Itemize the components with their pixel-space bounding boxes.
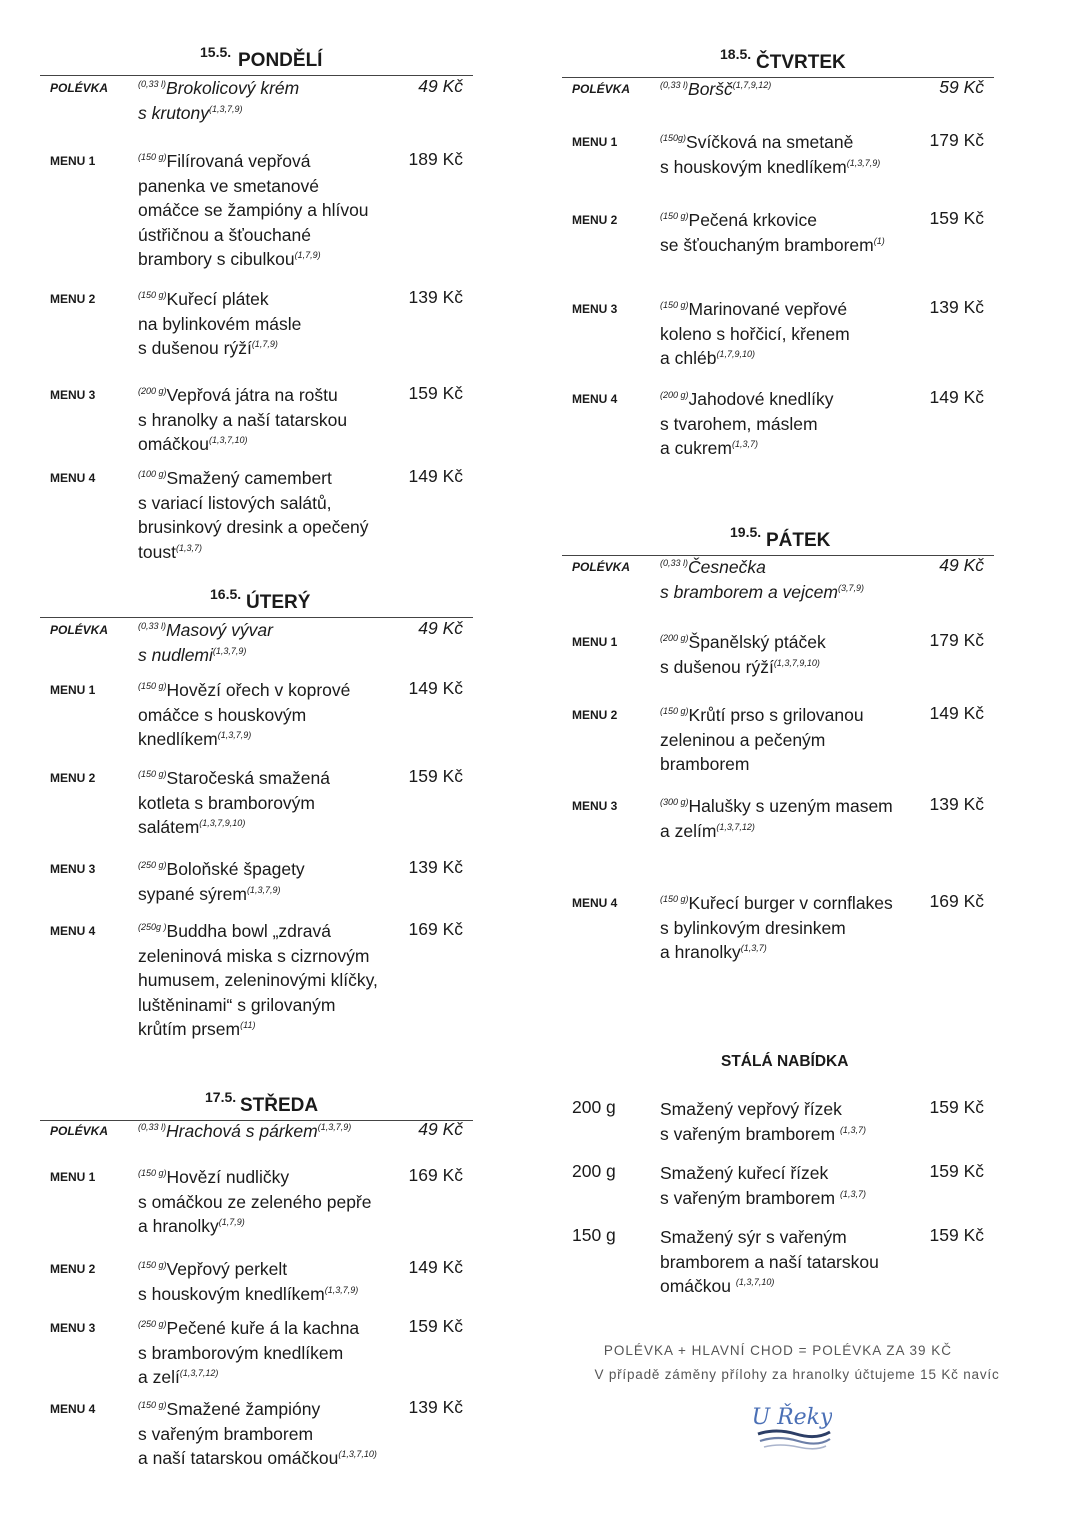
menu-label: MENU 3	[572, 302, 618, 316]
dish-text-line: omáčkou	[660, 1276, 732, 1296]
dish-weight: (150 g)	[138, 1168, 167, 1178]
day-section	[562, 40, 994, 458]
dish-text-line: Hovězí ořech v koprové	[166, 680, 351, 700]
day-heading	[562, 518, 994, 556]
menu-label: MENU 1	[50, 154, 96, 168]
menu-label: MENU 4	[50, 1402, 96, 1416]
dish-weight: (0,33 l)	[138, 79, 167, 89]
dish-text-line: brusinkový dresink a opečený	[138, 517, 369, 537]
menu-label: MENU 3	[572, 799, 618, 813]
allergen-codes: (1,7,9,12)	[732, 80, 772, 90]
dish-weight: (150 g)	[660, 300, 689, 310]
dish-text-line: s bylinkovým dresinkem	[660, 917, 846, 938]
dish-text-line: Smažené žampióny	[166, 1399, 321, 1419]
allergen-codes: (11)	[240, 1020, 256, 1030]
menu-label: MENU 1	[572, 135, 618, 149]
menu-label: MENU 4	[572, 896, 618, 910]
dish-text-line: ústřičnou a šťouchané	[138, 224, 311, 245]
menu-label: POLÉVKA	[50, 1124, 109, 1138]
price: 149 Kč	[929, 387, 984, 407]
menu-label: MENU 2	[50, 1262, 96, 1276]
soup-offer-note: POLÉVKA + HLAVNÍ CHOD = POLÉVKA ZA 39 KČ	[603, 1343, 953, 1358]
menu-label: MENU 3	[50, 862, 96, 876]
allergen-codes: (1,3,7,9,10)	[199, 818, 246, 828]
menu-label: MENU 2	[572, 213, 618, 227]
dish-description	[138, 383, 400, 457]
dish-description	[138, 678, 400, 752]
dish-description	[660, 208, 922, 257]
price: 159 Kč	[929, 1225, 984, 1245]
dish-text-line: s houskovým knedlíkem	[660, 156, 847, 177]
dish-text-line: panenka ve smetanové	[138, 175, 319, 196]
menu-label: MENU 2	[50, 292, 96, 306]
dish-text-line: Svíčková na smetaně	[686, 132, 854, 152]
dish-weight: (100 g)	[138, 469, 167, 479]
price: 149 Kč	[408, 678, 463, 698]
price: 149 Kč	[929, 703, 984, 723]
dish-description	[660, 297, 922, 371]
menu-label: MENU 4	[50, 924, 96, 938]
allergen-codes: (1,3,7)	[839, 1188, 866, 1199]
day-date: 18.5.	[720, 46, 752, 62]
day-section	[40, 1083, 473, 1468]
dish-description	[660, 630, 922, 679]
dish-description	[138, 1257, 400, 1306]
dish-text-line: Pečené kuře á la kachna	[166, 1318, 360, 1338]
day-name: ČTVRTEK	[756, 52, 846, 73]
dish-description	[138, 618, 400, 667]
dish-text-line: s vařeným bramborem	[660, 1123, 836, 1144]
allergen-codes: (1,3,7)	[731, 439, 758, 449]
dish-text-line: s hranolky a naší tatarskou	[138, 409, 348, 430]
day-heading	[40, 1083, 473, 1121]
price: 189 Kč	[408, 149, 463, 169]
allergen-codes: (1,3,7,9)	[209, 103, 243, 114]
dish-text-line: krůtím prsem	[138, 1019, 241, 1039]
menu-label: POLÉVKA	[50, 623, 109, 637]
dish-description	[138, 919, 400, 1042]
dish-text-line: Masový vývar	[166, 620, 273, 640]
price: 139 Kč	[408, 1397, 463, 1417]
dish-text-line: s houskovým knedlíkem	[138, 1283, 325, 1304]
day-name: STŘEDA	[240, 1095, 319, 1116]
dish-text-line: sypané sýrem	[138, 883, 247, 904]
dish-text-line: s nudlemi	[138, 644, 213, 665]
menu-label: MENU 4	[50, 471, 96, 485]
dish-description	[138, 76, 400, 125]
dish-weight: (150 g)	[138, 290, 167, 300]
fries-surcharge-note: V případě záměny přílohy za hranolky účtujeme 15 Kč navíc	[594, 1367, 1000, 1382]
dish-text-line: salátem	[138, 817, 200, 837]
dish-description	[660, 1161, 922, 1210]
price: 179 Kč	[929, 130, 984, 150]
dish-description	[660, 555, 922, 604]
day-heading	[562, 40, 994, 78]
menu-label: MENU 2	[572, 708, 618, 722]
dish-text-line: s omáčkou ze zeleného pepře	[138, 1191, 372, 1212]
permanent-offer	[562, 1097, 994, 1317]
day-section	[40, 38, 473, 562]
dish-weight: (250 g)	[138, 1319, 167, 1329]
dish-text-line: Hovězí nudličky	[166, 1167, 290, 1187]
allergen-codes: (1,3,7,12)	[716, 821, 755, 832]
dish-weight: (200 g)	[660, 390, 689, 400]
dish-text-line: luštěninami“ s grilovaným	[138, 994, 336, 1015]
allergen-codes: (1,3,7,10)	[735, 1277, 775, 1287]
dish-text-line: s krutony	[138, 102, 209, 123]
dish-text-line: Smažený sýr s vařeným	[660, 1227, 847, 1247]
dish-weight: (150 g)	[660, 894, 689, 904]
allergen-codes: (1,3,7)	[740, 943, 767, 953]
allergen-codes: (1,3,7,9)	[324, 1284, 359, 1295]
dish-text-line: Smažený camembert	[166, 468, 332, 488]
allergen-codes: (1,7,9,10)	[716, 349, 755, 359]
dish-text-line: zeleninou a pečeným	[660, 729, 826, 750]
dish-text-line: Smažený vepřový řízek	[660, 1099, 842, 1119]
dish-text-line: s variací listových salátů,	[138, 492, 332, 513]
dish-text-line: zeleninová miska s cizrnovým	[138, 945, 370, 966]
dish-text-line: Vepřová játra na roštu	[166, 385, 338, 405]
dish-text-line: na bylinkovém másle	[138, 313, 302, 334]
dish-text-line: s tvarohem, máslem	[660, 413, 818, 434]
menu-label: MENU 1	[50, 1170, 96, 1184]
dish-description	[660, 387, 922, 461]
dish-weight: (0,33 l)	[138, 1122, 167, 1132]
dish-text-line: Česnečka	[688, 557, 766, 577]
allergen-codes: (1,7,9)	[251, 339, 278, 349]
dish-text-line: s vařeným bramborem	[660, 1187, 836, 1208]
restaurant-logo	[752, 1398, 832, 1454]
dish-text-line: Boršč	[688, 79, 733, 99]
dish-weight: (150 g)	[138, 1260, 167, 1270]
dish-text-line: omáčkou	[138, 434, 210, 454]
dish-text-line: Kuřecí burger v cornflakes	[688, 893, 893, 913]
dish-text-line: a hranolky	[660, 942, 741, 962]
logo-text: U Řeky	[752, 1405, 832, 1430]
dish-text-line: s dušenou rýží	[660, 656, 774, 677]
dish-text-line: Marinované vepřové	[688, 299, 848, 319]
dish-text-line: Buddha bowl „zdravá	[166, 921, 331, 941]
day-date: 19.5.	[730, 524, 762, 540]
day-date: 15.5.	[200, 44, 232, 60]
allergen-codes: (1,3,7,9)	[246, 884, 281, 895]
dish-text-line: s dušenou rýží	[138, 338, 252, 358]
dish-description	[138, 287, 400, 361]
price: 159 Kč	[929, 1097, 984, 1117]
dish-description	[660, 891, 922, 965]
menu-label: MENU 3	[50, 1321, 96, 1335]
dish-weight: (250g )	[138, 922, 167, 932]
permanent-offer-title: STÁLÁ NABÍDKA	[721, 1053, 849, 1070]
dish-text-line: a hranolky	[138, 1216, 219, 1236]
price: 49 Kč	[418, 1119, 463, 1139]
allergen-codes: (1,3,7)	[839, 1124, 866, 1135]
dish-description	[660, 794, 922, 843]
dish-text-line: kotleta s bramborovým	[138, 792, 316, 813]
dish-text-line: Krůtí prso s grilovanou	[688, 705, 864, 725]
dish-text-line: se šťouchaným bramborem	[660, 234, 874, 255]
dish-text-line: omáčce se žampióny a hlívou	[138, 200, 369, 220]
price: 49 Kč	[418, 76, 463, 96]
dish-description	[138, 1316, 400, 1390]
dish-description	[660, 1225, 922, 1299]
day-name: PONDĚLÍ	[238, 50, 323, 71]
price: 149 Kč	[408, 466, 463, 486]
menu-label: POLÉVKA	[572, 82, 631, 96]
dish-weight: (0,33 l)	[660, 558, 689, 568]
day-date: 17.5.	[205, 1089, 237, 1105]
dish-weight: (150 g)	[660, 706, 689, 716]
allergen-codes: (3,7,9)	[837, 582, 864, 593]
allergen-codes: (1,3,7,9)	[317, 1122, 352, 1132]
dish-text-line: humusem, zeleninovými klíčky,	[138, 970, 378, 990]
price: 49 Kč	[939, 555, 984, 575]
dish-text-line: Španělský ptáček	[688, 632, 826, 652]
day-name: PÁTEK	[766, 530, 831, 551]
dish-text-line: omáčce s houskovým	[138, 704, 307, 725]
menu-label: MENU 4	[572, 392, 618, 406]
dish-text-line: Jahodové knedlíky	[688, 389, 834, 409]
portion-weight: 200 g	[572, 1161, 616, 1181]
allergen-codes: (1,3,7,10)	[338, 1449, 377, 1459]
portion-weight: 200 g	[572, 1097, 616, 1117]
dish-description	[138, 149, 400, 272]
dish-weight: (150 g)	[138, 681, 167, 691]
price: 139 Kč	[408, 857, 463, 877]
menu-label: MENU 1	[572, 635, 618, 649]
dish-text-line: a zelím	[660, 820, 717, 841]
price: 159 Kč	[929, 1161, 984, 1181]
dish-text-line: Hrachová s párkem	[166, 1121, 318, 1141]
dish-description	[138, 857, 400, 906]
dish-text-line: Smažený kuřecí řízek	[660, 1163, 829, 1183]
portion-weight: 150 g	[572, 1225, 616, 1245]
menu-label: POLÉVKA	[50, 81, 109, 95]
dish-text-line: a chléb	[660, 348, 717, 368]
price: 149 Kč	[408, 1257, 463, 1277]
dish-description	[660, 1097, 922, 1146]
dish-weight: (300 g)	[660, 797, 689, 807]
dish-weight: (200 g)	[660, 633, 689, 643]
price: 159 Kč	[408, 383, 463, 403]
dish-description	[138, 766, 400, 840]
day-section	[562, 518, 994, 962]
menu-label: MENU 2	[50, 771, 96, 785]
dish-weight: (150 g)	[138, 769, 167, 779]
left-column	[40, 0, 473, 1517]
menu-label: POLÉVKA	[572, 560, 631, 574]
dish-text-line: Kuřecí plátek	[166, 289, 269, 309]
dish-text-line: Pečená krkovice	[688, 210, 817, 230]
dish-text-line: s bramborovým knedlíkem	[138, 1342, 344, 1363]
allergen-codes: (1,3,7,12)	[179, 1368, 219, 1378]
dish-description	[138, 1165, 400, 1239]
allergen-codes: (1,3,7,10)	[209, 435, 248, 445]
dish-text-line: Halušky s uzeným masem	[688, 796, 893, 816]
dish-text-line: koleno s hořčicí, křenem	[660, 323, 850, 344]
dish-description	[660, 77, 922, 102]
dish-text-line: bramborem	[660, 754, 750, 774]
price: 159 Kč	[408, 1316, 463, 1336]
dish-text-line: s bramborem a vejcem	[660, 581, 838, 602]
dish-text-line: a naší tatarskou omáčkou	[138, 1448, 339, 1468]
price: 159 Kč	[929, 208, 984, 228]
dish-weight: (150 g)	[660, 211, 689, 221]
price: 139 Kč	[408, 287, 463, 307]
dish-text-line: bramborem a naší tatarskou	[660, 1251, 879, 1272]
price: 169 Kč	[408, 919, 463, 939]
dish-weight: (200 g)	[138, 386, 167, 396]
dish-description	[660, 130, 922, 179]
price: 59 Kč	[939, 77, 984, 97]
dish-description	[138, 466, 400, 564]
allergen-codes: (1,3,7,9)	[217, 730, 252, 740]
price: 169 Kč	[929, 891, 984, 911]
price: 159 Kč	[408, 766, 463, 786]
dish-weight: (0,33 l)	[138, 621, 167, 631]
allergen-codes: (1,3,7,9,10)	[773, 657, 820, 668]
dish-text-line: Staročeská smažená	[166, 768, 330, 788]
price: 179 Kč	[929, 630, 984, 650]
dish-weight: (150 g)	[138, 152, 167, 162]
menu-label: MENU 3	[50, 388, 96, 402]
price: 49 Kč	[418, 618, 463, 638]
dish-text-line: Brokolicový krém	[166, 78, 300, 98]
dish-text-line: Boloňské špagety	[166, 859, 305, 879]
allergen-codes: (1)	[873, 235, 885, 246]
dish-text-line: knedlíkem	[138, 729, 218, 749]
day-heading	[40, 38, 473, 76]
allergen-codes: (1,3,7,9)	[212, 645, 247, 656]
price: 169 Kč	[408, 1165, 463, 1185]
dish-description	[138, 1119, 400, 1144]
dish-text-line: toust	[138, 541, 176, 562]
dish-text-line: a cukrem	[660, 438, 732, 458]
dish-text-line: s vařeným bramborem	[138, 1423, 314, 1444]
dish-description	[138, 1397, 400, 1471]
allergen-codes: (1,3,7,9)	[846, 157, 881, 168]
allergen-codes: (1,7,9)	[218, 1217, 245, 1227]
dish-weight: (150 g)	[138, 1400, 167, 1410]
day-name: ÚTERÝ	[246, 592, 311, 613]
day-date: 16.5.	[210, 586, 242, 602]
menu-label: MENU 1	[50, 683, 96, 697]
allergen-codes: (1,3,7)	[175, 542, 202, 553]
day-section	[40, 580, 473, 1039]
price: 139 Kč	[929, 297, 984, 317]
price: 139 Kč	[929, 794, 984, 814]
dish-weight: (250 g)	[138, 860, 167, 870]
day-heading	[40, 580, 473, 618]
dish-text-line: brambory s cibulkou	[138, 249, 295, 269]
dish-text-line: Vepřový perkelt	[166, 1259, 288, 1279]
dish-description	[660, 703, 922, 777]
dish-text-line: Filírovaná vepřová	[166, 151, 311, 171]
dish-weight: (0,33 l)	[660, 80, 689, 90]
dish-weight: (150g)	[660, 133, 687, 143]
allergen-codes: (1,7,9)	[294, 250, 321, 260]
dish-text-line: a zelí	[138, 1367, 180, 1387]
